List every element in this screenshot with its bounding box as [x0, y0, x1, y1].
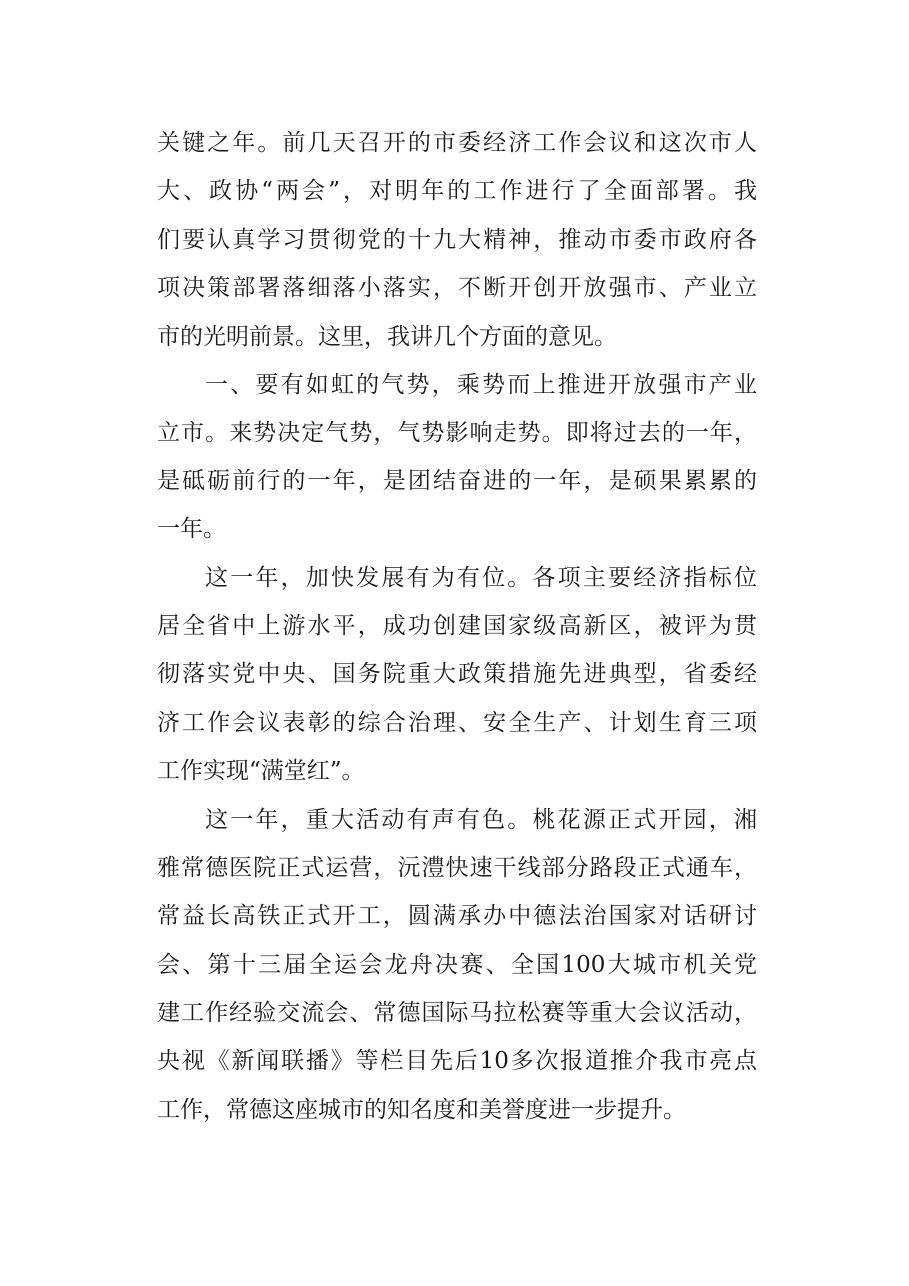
text-line: 济工作会议表彰的综合治理、安全生产、计划生育三项 [157, 710, 757, 736]
text-line: 是砥砺前行的一年，是团结奋进的一年，是硕果累累的 [157, 468, 757, 494]
text-line: 建工作经验交流会、常德国际马拉松赛等重大会议活动， [157, 1000, 757, 1026]
text-line: 关键之年。前几天召开的市委经济工作会议和这次市人 [157, 130, 757, 156]
text-line: 雅常德医院正式运营，沅澧快速干线部分路段正式通车， [157, 855, 757, 881]
text-line: 一年。 [157, 516, 226, 542]
text-line: 市的光明前景。这里，我讲几个方面的意见。 [157, 324, 617, 350]
text-line: 央视《新闻联播》等栏目先后10多次报道推介我市亮点 [157, 1048, 757, 1074]
text-line: 彻落实党中央、国务院重大政策措施先进典型，省委经 [157, 661, 757, 687]
text-line: 立市。来势决定气势，气势影响走势。即将过去的一年， [157, 420, 757, 446]
text-line: 常益长高铁正式开工，圆满承办中德法治国家对话研讨 [157, 903, 757, 929]
text-line: 工作实现“满堂红”。 [157, 758, 365, 784]
text-line: 们要认真学习贯彻党的十九大精神，推动市委市政府各 [157, 227, 757, 253]
text-line: 项决策部署落细落小落实，不断开创开放强市、产业立 [157, 275, 757, 301]
text-line: 会、第十三届全运会龙舟决赛、全国100大城市机关党 [157, 952, 757, 978]
text-line: 工作，常德这座城市的知名度和美誉度进一步提升。 [157, 1097, 686, 1123]
text-line: 这一年，重大活动有声有色。桃花源正式开园，湘 [205, 807, 757, 833]
text-line: 这一年，加快发展有为有位。各项主要经济指标位 [205, 565, 757, 591]
text-line: 居全省中上游水平，成功创建国家级高新区，被评为贯 [157, 613, 757, 639]
text-line: 一、要有如虹的气势，乘势而上推进开放强市产业 [205, 372, 757, 398]
text-line: 大、政协“两会”，对明年的工作进行了全面部署。我 [157, 178, 757, 204]
